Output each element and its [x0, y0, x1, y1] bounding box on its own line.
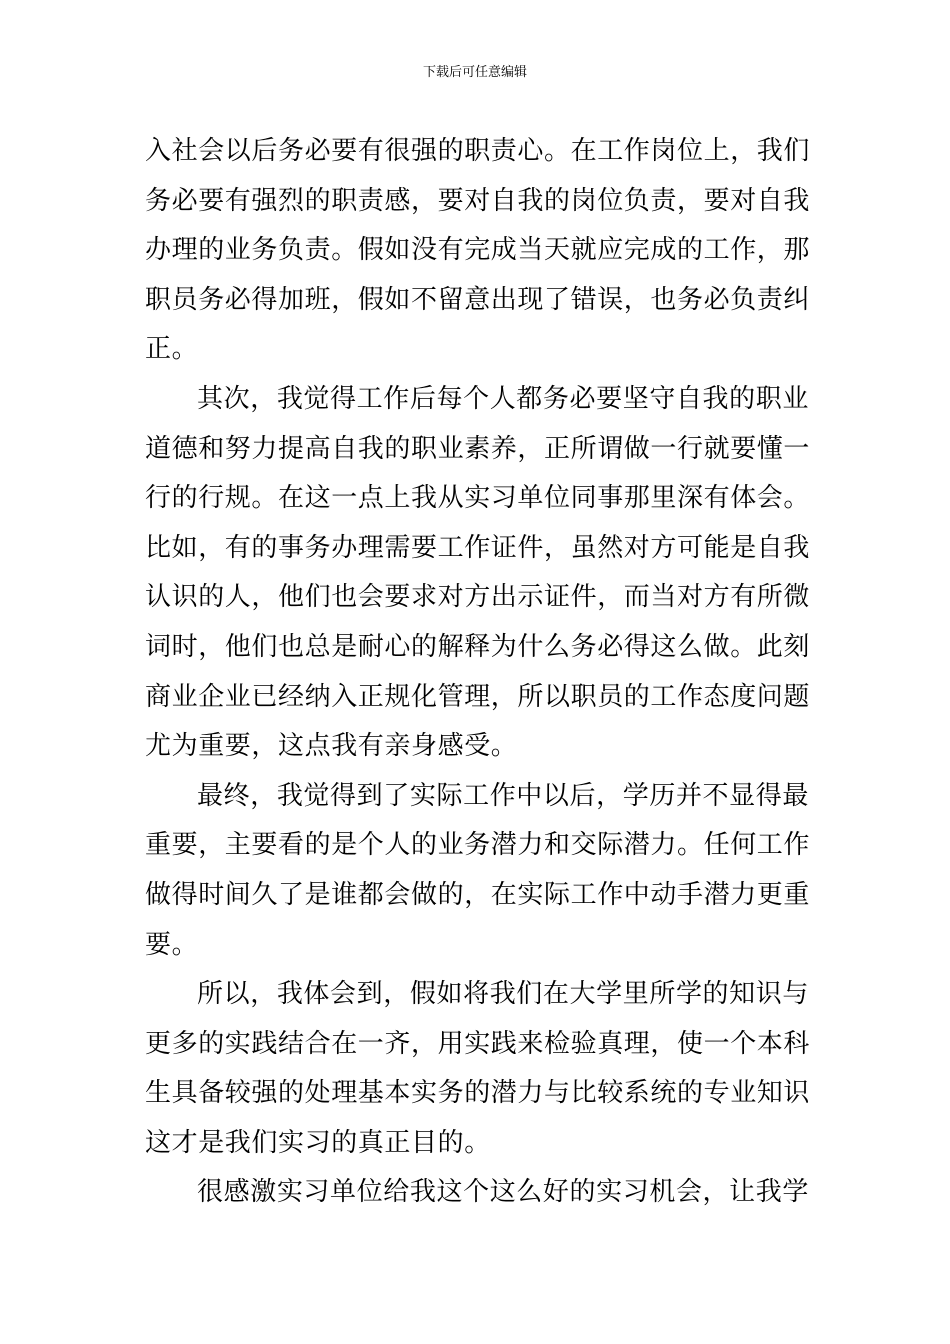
text-line: 最终，我觉得到了实际工作中以后，学历并不显得最 — [197, 780, 809, 811]
text-line: 道德和努力提高自我的职业素养，正所谓做一行就要懂一 — [145, 433, 811, 464]
paragraph — [145, 375, 809, 772]
text-line: 办理的业务负责。假如没有完成当天就应完成的工作，那 — [145, 235, 811, 266]
text-line: 正。 — [145, 334, 199, 365]
paragraph — [145, 1168, 809, 1218]
text-line: 其次，我觉得工作后每个人都务必要坚守自我的职业 — [197, 383, 809, 414]
text-line: 词时，他们也总是耐心的解释为什么务必得这么做。此刻 — [145, 631, 811, 662]
text-line: 职员务必得加班，假如不留意出现了错误，也务必负责纠 — [145, 284, 811, 315]
text-line: 重要，主要看的是个人的业务潜力和交际潜力。任何工作 — [145, 830, 811, 861]
text-line: 做得时间久了是谁都会做的，在实际工作中动手潜力更重 — [145, 879, 811, 910]
text-line: 入社会以后务必要有很强的职责心。在工作岗位上，我们 — [145, 136, 811, 166]
text-line: 更多的实践结合在一齐，用实践来检验真理，使一个本科 — [145, 1028, 811, 1059]
text-line: 比如，有的事务办理需要工作证件，虽然对方可能是自我 — [145, 532, 811, 563]
paragraph — [145, 127, 809, 375]
text-line: 所以，我体会到，假如将我们在大学里所学的知识与 — [197, 979, 809, 1010]
text-line: 尤为重要，这点我有亲身感受。 — [145, 731, 518, 762]
text-line: 很感激实习单位给我这个这么好的实习机会，让我学 — [197, 1177, 809, 1208]
paragraph — [145, 772, 809, 970]
document-body — [145, 127, 809, 1218]
text-line: 生具备较强的处理基本实务的潜力与比较系统的专业知识 — [145, 1078, 811, 1109]
text-line: 商业企业已经纳入正规化管理，所以职员的工作态度问题 — [145, 681, 811, 712]
text-line: 行的行规。在这一点上我从实习单位同事那里深有体会。 — [145, 483, 811, 514]
text-line: 认识的人，他们也会要求对方出示证件，而当对方有所微 — [145, 582, 811, 613]
text-line: 这才是我们实习的真正目的。 — [145, 1127, 491, 1158]
text-line: 要。 — [145, 929, 199, 960]
text-line: 务必要有强烈的职责感，要对自我的岗位负责，要对自我 — [145, 185, 811, 216]
page-header: 下载后可任意编辑 — [422, 65, 527, 80]
paragraph — [145, 970, 809, 1168]
